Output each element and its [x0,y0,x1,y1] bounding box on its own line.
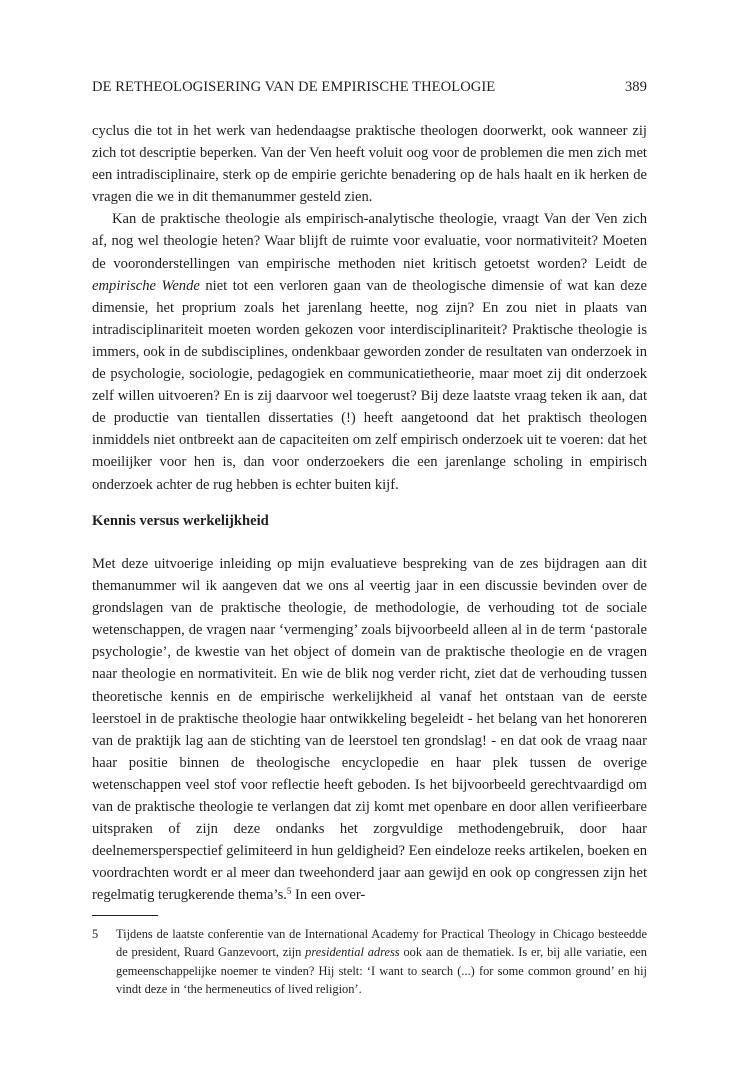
section-paragraph-tail: In een over- [291,887,366,904]
section-heading: Kennis versus werkelijkheid [92,513,269,529]
footnote-text-before: Tijdens de laatste conferentie van de International Academy for Practical Theology in Chicago besteedde de president, Ruard Ganzevoort, zijn [116,927,647,960]
paragraph-text-before: Kan de praktische theologie als empirisch-analytische theologie, vraagt Van der Ven zich af, nog wel theologie heten? Waar blijft de ruimte voor evaluatie, voor normativiteit? Moeten de vooronderstellingen van empirische methoden niet kritisch getoetst worden? Leidt de [92,211,647,272]
section-paragraph-text: Met deze uitvoerige inleiding op mijn evaluatieve bespreking van de zes bijdragen aan dit themanummer wil ik aangeven dat we ons al veertig jaar in een discussie bevinden over de grondslagen van de praktische theologie, de methodologie, de verhouding tot de sociale wetenschappen, de vragen naar ‘vermenging’ zoals bijvoorbeeld alleen al in de term ‘pastorale psychologie’, de kwestie van het object of domein van de praktische theologie en de vragen naar theologie en normativiteit. En wie de blik nog verder richt, ziet dat de verhouding tussen theoretische kennis en de empirische werkelijkheid al vanaf het ontstaan van de eerste leerstoel in de praktische theologie haar ontwikkeling begeleidt - het belang van het honoreren van de praktijk lag aan de stichting van de leerstoel ten grondslag! - en dat ook de vraag naar haar positie binnen de theologische encyclopedie en haar plek tussen de overige wetenschappen veel stof voor reflectie heeft geboden. Is het bijvoorbeeld gerechtvaardigd om van de praktische theologie te verlangen dat zij komt met openbare en door allen verifieerbare uitspraken of zijn deze ondanks het zorgvuldige methodengebruik, door haar deelnemersperspectief gelimiteerd in hun geldigheid? Een eindeloze reeks artikelen, boeken en voordrachten wordt er al meer dan tweehonderd jaar aan gewijd en ook op congressen zijn het regelmatig terugkerende thema’s. [92,556,647,904]
footnote-text-after: ook aan de thematiek. Is er, bij alle variatie, een gemeenschappelijke noemer te vinden? Hij stelt: ‘I want to search (...) for some common ground’ en hij vindt deze in ‘the hermeneutics of lived religion’. [116,945,647,997]
paragraph-text-after: niet tot een verloren gaan van de theologische dimensie of wat kan deze dimensie, het proprium zoals het jarenlang heette, nog zijn? En zou niet in plaats van intradisciplinariteit moeten worden gekozen voor interdisciplinariteit? Praktische theologie is immers, ook in de subdisciplines, ondenkbaar geworden zonder de resultaten van onderzoek in de psychologie, sociologie, pedagogiek en communicatietheorie, maar moet zij dit onderzoek zelf willen uitvoeren? En is zij daarvoor wel toegerust? Bij deze laatste vraag teken ik aan, dat de productie van tientallen dissertaties (!) heeft aangetoond dat het praktisch theologen inmiddels niet ontbreekt aan de capaciteiten om zelf empirisch onderzoek uit te voeren: dat het moeilijker voor hen is, dan voor onderzoekers die een jarenlange scholing in empirisch onderzoek achter de rug hebben is echter buiten kijf. [92,277,648,493]
section-paragraph [92,553,647,907]
paragraph-continuation: cyclus die tot in het werk van hedendaagse praktische theologen doorwerkt, ook wanneer zij zich tot descriptie beperken. Van der Ven heeft voluit oog voor de problemen die men zich met een intradisciplinaire, sterk op de empirie gerichte benadering op de hals haalt en ik herken de vragen die we in dit themanummer gesteld zien. [92,123,647,206]
running-head-title: DE RETHEOLOGISERING VAN DE EMPIRISCHE THEOLOGIE [92,79,496,95]
footnote-reference: 5 [286,886,292,897]
footnote-text [116,925,647,999]
page-number: 389 [624,79,647,95]
running-head [92,78,647,96]
footnote-italic: presidential adress [305,945,400,960]
body-text [92,120,647,496]
paragraph-van-der-ven [92,208,647,495]
italic-term: empirische Wende [92,277,200,294]
footnote-separator [92,915,158,916]
book-page [92,0,647,1068]
footnote [92,925,647,999]
footnote-number: 5 [92,927,99,941]
section-body [92,553,647,907]
